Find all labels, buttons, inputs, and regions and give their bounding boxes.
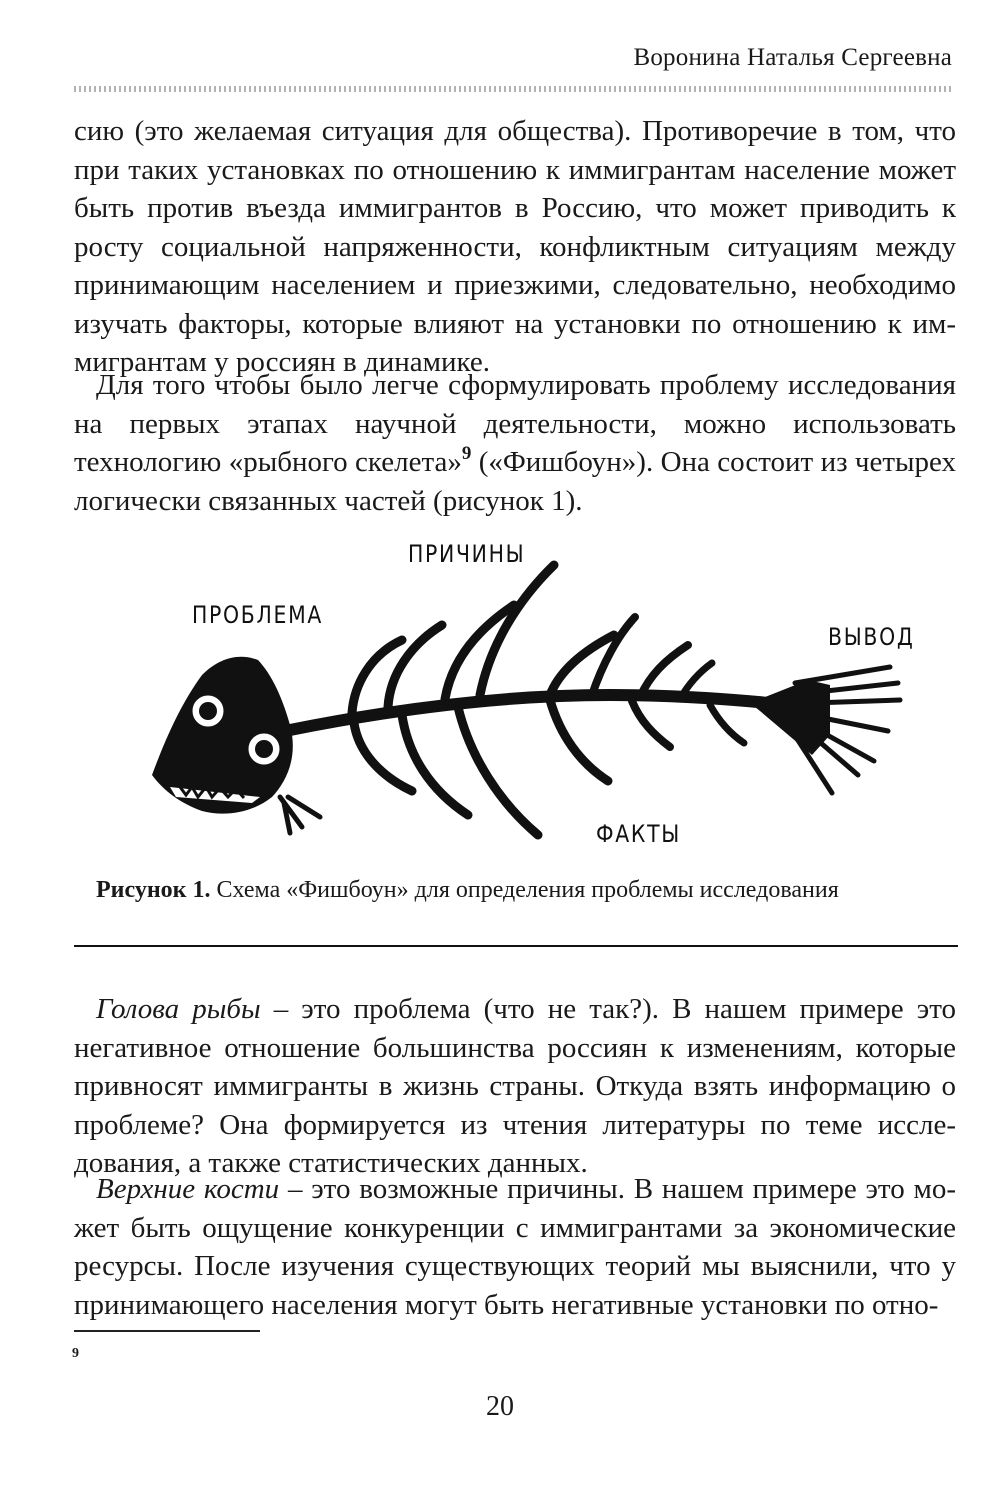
page-number: 20: [486, 1391, 514, 1422]
paragraph-3-lead: Голова рыбы: [96, 993, 261, 1025]
paragraph-2: [74, 366, 956, 520]
footnote-mark: 9: [72, 1346, 79, 1361]
fish-skeleton-illustration: [140, 535, 930, 865]
paragraph-4: [74, 1170, 956, 1324]
label-causes: ПРИЧИНЫ: [408, 540, 526, 568]
paragraph-4-lead: Верхние кости: [96, 1173, 280, 1205]
paragraph-3-text: – это проблема (что не так?). В нашем примере это негативное отношение большинства россиян к изменениям, которые привносят иммигранты в жизнь страны. Откуда взять информацию о проблеме? Она формируется из чтения литературы по теме исследования, а также статистических данных.: [74, 993, 957, 1179]
figure-caption: [96, 872, 916, 908]
header-divider: [74, 86, 954, 92]
footnote-divider: [74, 1330, 260, 1332]
figure-caption-label: Рисунок 1.: [96, 877, 211, 903]
running-header-author: Воронина Наталья Сергеевна: [633, 44, 952, 71]
fishbone-figure: [140, 535, 930, 865]
paragraph-3: [74, 990, 956, 1183]
paragraph-2-text-after: («Фишбоун»). Она состоит из четырех логически связанных частей (рисунок 1).: [74, 446, 957, 517]
paragraph-4-text: – это возможные причины. В нашем примере это может быть ощущение конкуренции с иммигрантами за экономические ресурсы. После изучения существующих теорий мы выяснили, что у принимающего населения могут быть негативные установки по отно-: [74, 1173, 956, 1321]
footnote-reference[interactable]: 9: [461, 443, 472, 464]
label-facts: ФАКТЫ: [596, 820, 681, 848]
label-problem: ПРОБЛЕМА: [192, 601, 324, 629]
caption-divider: [74, 945, 958, 947]
paragraph-2-text-before: Для того чтобы было легче сформулировать проблему исследования на первых этапах научной деятельности, можно использовать технологию «рыбного скелета»: [74, 369, 956, 478]
figure-caption-text: Схема «Фишбоун» для определения проблемы исследования: [210, 877, 839, 903]
paragraph-1: сию (это желаемая ситуация для общества). Противоречие в том, что при таких установках по отношению к иммигрантам население может быть против въезда иммигрантов в Россию, что может приводить к росту социальной напряженности, конфликтным ситуациям между принимающим населением и приезжими, следовательно, необходимо изучать факторы, которые влияют на установки по отношению к иммигрантам у россиян в динамике.: [74, 115, 956, 378]
label-conclusion: ВЫВОД: [828, 623, 915, 651]
